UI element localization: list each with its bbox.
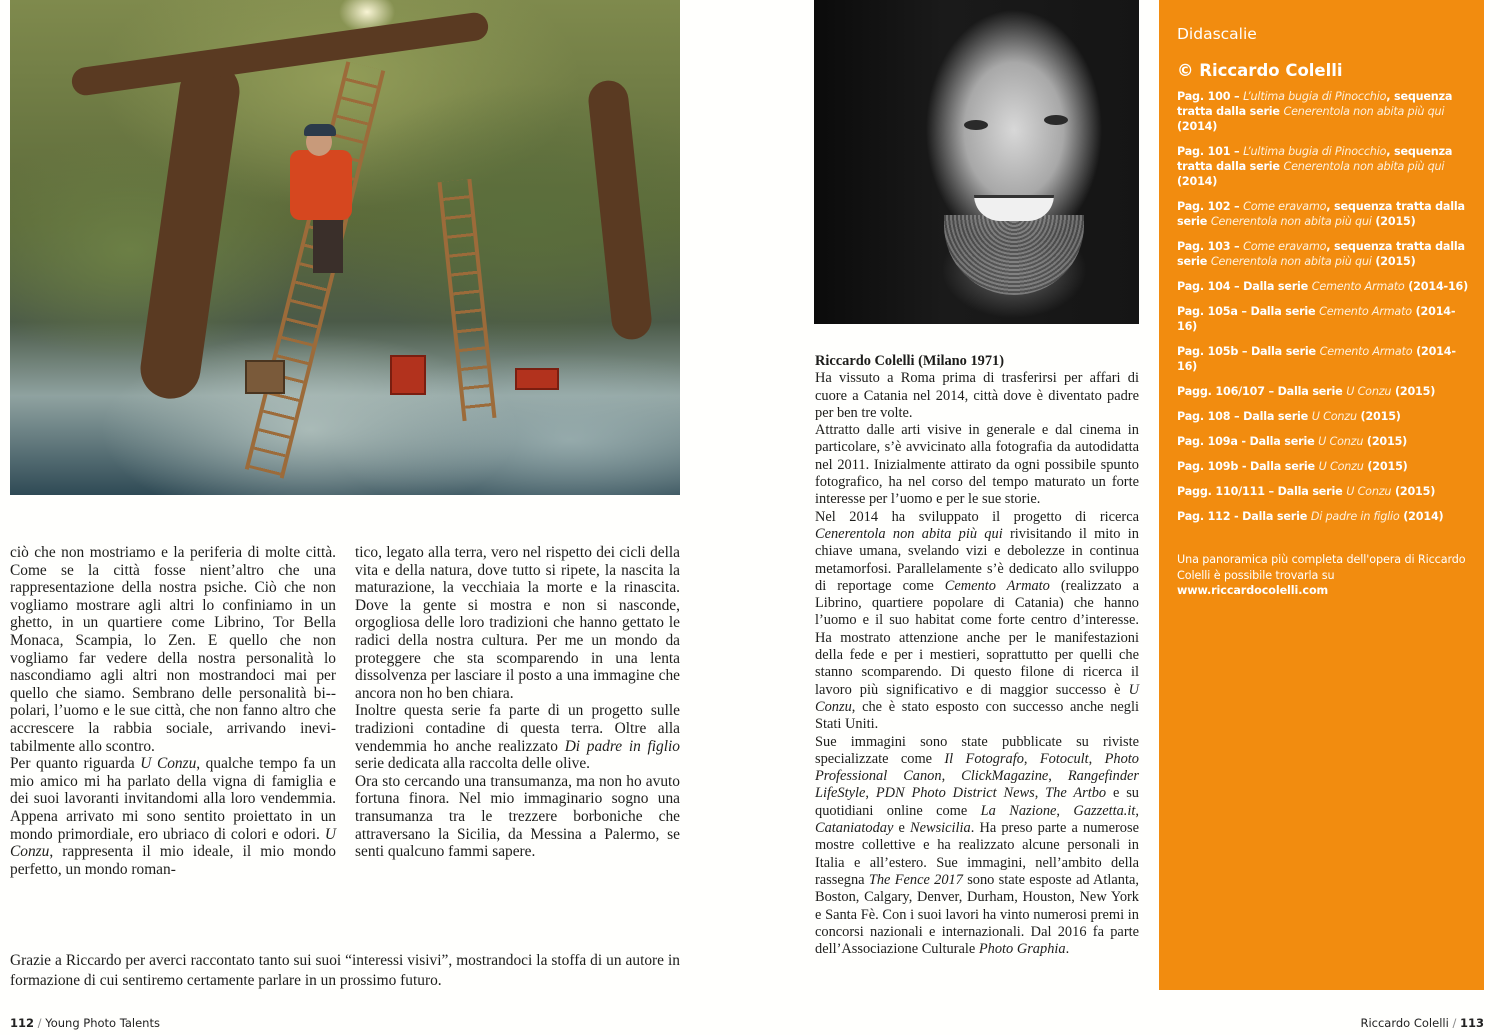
bio-paragraph (815, 509, 1139, 734)
text-run: (2014-16) (1177, 305, 1456, 333)
text-run: , (1034, 785, 1046, 802)
text-run: (realizzato a Librino, quartiere popolare di Catania) che hanno l’uomo e il suo habitat come forte centro d’interesse. Ha mostrato attenzione anche per le manifestazioni della fede e per i mestieri, soprattutto per quelli che stanno scomparendo. Di questo filone di ricerca il lavoro più significativo e di maggior successo è (815, 577, 1140, 698)
bio-title: Riccardo Colelli (Milano 1971) (815, 353, 1005, 369)
text-run: , (1135, 802, 1139, 819)
text-run: Nel 2014 ha sviluppato il progetto di ricerca (815, 508, 1139, 525)
italic-title: Di padre in figlio (564, 737, 680, 755)
text-run: Pag. 109a - Dalla serie (1177, 435, 1319, 448)
paragraph (10, 544, 336, 755)
italic-title: Cenerentola non abita più qui (1283, 105, 1445, 118)
note-text: Una panoramica più completa dell'opera di Riccardo Colelli è possibile trovarla su (1177, 553, 1466, 582)
italic-title: ClickMagazine (961, 768, 1049, 785)
caption-item (1177, 144, 1472, 189)
italic-title: U Conzu (1311, 410, 1357, 423)
caption-item (1177, 199, 1472, 229)
italic-title: U Conzu (1318, 460, 1364, 473)
text-run: Ora sto cercando una transumanza, ma non ho avuto fortuna finora. Nel mio immaginario sogno una transumanza tra le trezzere borboniche che attraversano la Sicilia, da Messina a Palermo, se senti qualcuno fammi sapere. (355, 772, 680, 861)
text-run: Pag. 103 – (1177, 240, 1244, 253)
caption-item (1177, 509, 1472, 524)
italic-title: La Nazione (980, 802, 1057, 819)
text-run: e su quotidiani online come (815, 785, 1139, 819)
text-run: Pag. 109b - Dalla serie (1177, 460, 1319, 473)
text-run: Per quanto riguarda (10, 755, 141, 773)
text-run: rivisitando il mito in chiave umana, svelando vizi e debolezze in continua metamorfosi. Parallelamente s’è dedicato allo sviluppo di reportage come (815, 525, 1139, 594)
text-run: . (1065, 941, 1070, 958)
italic-title: The Artbo (1045, 785, 1107, 802)
text-run: , qualche tempo fa un mio amico mi ha parlato della vigna di famiglia e dei suoi lavoranti invitandomi alla loro vendemmia. Appena arrivato mi sono sentito proiettato in un mondo primordiale, ero ubriaco di colori e odori. (10, 755, 336, 843)
separator: / (1452, 1016, 1457, 1030)
text-run: (2014) (1177, 120, 1218, 133)
text-run: Pag. 104 – Dalla serie (1177, 280, 1312, 293)
caption-item (1177, 384, 1472, 399)
portrait-eye (964, 120, 988, 130)
italic-title: U Conzu (1346, 385, 1392, 398)
author-name: Riccardo Colelli (1360, 1016, 1449, 1030)
italic-title: Cemento Armato (1319, 305, 1412, 318)
closing-paragraph: Grazie a Riccardo per averci raccontato tanto sui suoi “interessi visivi”, mostrandoci la stoffa di un autore in formazione di cui sentiremo certamente parlare in un prossimo futuro. (10, 952, 680, 989)
page-number: 112 (10, 1016, 35, 1030)
italic-title: PDN Photo District News (875, 785, 1035, 802)
text-run: , sequenza tratta dalla serie (1177, 90, 1453, 118)
text-run: sono state esposte ad Atlanta, Boston, Calgary, Denver, Durham, Houston, New York e Santa Fè. Con i suoi lavori ha vinto numerosi premi in concorsi nazionali e internazionali. Dal 2016 fa parte dell’Associazione Culturale (815, 871, 1139, 958)
red-crate (515, 368, 559, 390)
text-run: Pagg. 110/111 – Dalla serie (1177, 485, 1347, 498)
page-number: 113 (1459, 1016, 1484, 1030)
italic-title: The Fence 2017 (868, 871, 963, 888)
captions-heading: Didascalie (1177, 25, 1257, 43)
text-run: (2014-16) (1177, 345, 1456, 373)
text-run: Pag. 105b – Dalla serie (1177, 345, 1320, 358)
text-run: , sequenza tratta dalla serie (1177, 240, 1465, 268)
italic-title: Cemento Armato (1311, 280, 1405, 293)
caption-item (1177, 344, 1472, 374)
text-run: , (1088, 750, 1105, 767)
footer-left (10, 1016, 160, 1030)
crate (245, 360, 285, 394)
text-run: (2015) (1371, 255, 1416, 268)
text-run: serie dedicata alla raccolta delle olive. (355, 755, 591, 773)
italic-title: U Conzu (140, 755, 197, 773)
article-column-1 (10, 544, 336, 878)
text-run: , (1056, 802, 1074, 819)
italic-title: Come eravamo (1243, 240, 1327, 253)
text-run: (2015) (1363, 460, 1408, 473)
text-run: Inoltre questa serie fa parte di un progetto sulle tradizioni contadine di questa terra. Oltre alla vendemmia ho anche realizzato (355, 702, 680, 755)
captions-panel (1159, 0, 1484, 990)
captions-author: © Riccardo Colelli (1177, 61, 1343, 80)
text-run: Pag. 100 – (1177, 90, 1244, 103)
italic-title: Rangefinder LifeStyle (815, 768, 1139, 802)
bio-paragraph (815, 370, 1139, 422)
italic-title: Cataniatoday (815, 820, 894, 837)
text-run: Pag. 108 – Dalla serie (1177, 410, 1312, 423)
bio-paragraph (815, 734, 1139, 959)
separator: / (37, 1016, 42, 1030)
italic-title: Di padre in figlio (1310, 510, 1400, 523)
italic-title: U Conzu (1318, 435, 1364, 448)
text-run: , sequenza tratta dalla serie (1177, 200, 1465, 228)
text-run: (2015) (1391, 485, 1436, 498)
caption-item (1177, 434, 1472, 449)
artist-bio (815, 353, 1139, 958)
publication-name: Young Photo Talents (45, 1016, 160, 1030)
text-run: . Ha preso parte a numerose mostre collettive e ha realizzato alcune personali in Italia e all’estero. Sue immagini, nell’ambito della rassegna (815, 820, 1139, 888)
italic-title: Photo Professional Canon (815, 750, 1139, 785)
caption-item (1177, 484, 1472, 499)
paragraph (355, 544, 680, 702)
italic-title: L’ultima bugia di Pinocchio (1243, 145, 1387, 158)
text-run: Pag. 105a – Dalla serie (1177, 305, 1320, 318)
italic-title: Cenerentola non abita più qui (815, 525, 1003, 542)
caption-item (1177, 304, 1472, 334)
italic-title: L’ultima bugia di Pinocchio (1243, 90, 1387, 103)
paragraph (355, 702, 680, 772)
text-run: (2014-16) (1404, 280, 1469, 293)
captions-list (1177, 89, 1472, 524)
caption-item (1177, 459, 1472, 474)
paragraph (355, 773, 680, 861)
text-run: , (941, 768, 962, 785)
tree-trunk (137, 57, 244, 402)
website-link[interactable]: www.riccardocolelli.com (1177, 584, 1329, 597)
text-run: Ha vissuto a Roma prima di trasferirsi per affari di cuore a Catania nel 2014, città dove è diventato padre per ben tre volte. (815, 370, 1139, 421)
italic-title: U Conzu (815, 681, 1139, 715)
portrait-photo (814, 0, 1139, 324)
tree-trunk (587, 79, 654, 342)
text-run: Pag. 101 – (1177, 145, 1244, 158)
text-run: , che è stato esposto con successo anche negli Stati Uniti. (815, 698, 1139, 733)
portrait-eye (1044, 115, 1068, 125)
text-run: Sue immagini sono state pubblicate su riviste specializzate come (815, 733, 1139, 767)
text-run: Pag. 112 - Dalla serie (1177, 510, 1311, 523)
text-run: tico, legato alla terra, vero nel rispetto dei cicli della vita e della natura, dove tutto si ripete, la nascita la maturazione, la vecchiaia la morte e la rinascita. Dove la gente si mostra e non si nasconde, orgogliosa delle loro tradizioni che hanno gettato le radici della nostra cultura. Per me un mondo da proteggere che sta scomparendo in una lenta dissolvenza per lasciare il posto a una immagine che ancora non ho ben chiara. (355, 544, 680, 702)
caption-item (1177, 89, 1472, 134)
text-run: , (865, 785, 876, 802)
text-run: (2014) (1399, 510, 1444, 523)
italic-title: U Conzu (1346, 485, 1392, 498)
bio-paragraph (815, 422, 1139, 508)
italic-title: Cemento Armato (944, 577, 1050, 594)
text-run: (2014) (1177, 175, 1218, 188)
text-run: (2015) (1371, 215, 1416, 228)
text-run: Pag. 102 – (1177, 200, 1244, 213)
text-run: Pagg. 106/107 – Dalla serie (1177, 385, 1347, 398)
italic-title: Gazzetta.it (1073, 802, 1136, 819)
red-crate (390, 355, 426, 395)
caption-item (1177, 279, 1472, 294)
article-column-2 (355, 544, 680, 861)
portrait-beard (944, 215, 1084, 295)
text-run: (2015) (1363, 435, 1408, 448)
text-run: Attratto dalle arti visive in generale e dal cinema in particolare, s’è avvicinato alla fotografia da autodidatta nel 2011. Inizialmente attirato da ogni possibile spunto fotografico, ha nel corso del tempo maturato un forte interesse per l’uomo e per le sue storie. (815, 422, 1139, 508)
footer-right (1360, 1016, 1484, 1030)
ladder (438, 179, 497, 421)
italic-title: Il Fotografo (944, 750, 1024, 767)
man-cap (304, 124, 336, 136)
text-run: ciò che non mostriamo e la periferia di molte città. Come se la città fosse nient’altro che una rappresentazione della nostra psiche. Ciò che non vogliamo mostrare agli altri lo confiniamo in un ghetto, in un quartiere come Librino, Tor Bella Monaca, Scampia, lo Zen. E quello che non vogliamo far vedere della nostra personalità lo nascondiamo agli altri non mostrandoci mai per quello che siamo. Sembrano delle personalità bi-polari, l’uomo e le sue città, che non fanno altro che accrescere la rabbia sociale, arrivando inevitabilmente allo scontro. (10, 544, 336, 755)
italic-title: Photo Graphia (978, 941, 1066, 958)
captions-note (1177, 552, 1472, 599)
caption-item (1177, 239, 1472, 269)
text-run: , rappresenta il mio ideale, il mio mondo perfetto, un mondo roman- (10, 843, 336, 878)
tree-branch (70, 11, 490, 97)
italic-title: Fotocult (1039, 750, 1089, 767)
text-run: , sequenza tratta dalla serie (1177, 145, 1453, 173)
text-run: , (1023, 750, 1040, 767)
italic-title: U Conzu (10, 825, 336, 861)
man-red-jacket (290, 150, 352, 220)
paragraph (10, 755, 336, 878)
caption-item (1177, 409, 1472, 424)
italic-title: Cenerentola non abita più qui (1210, 255, 1372, 268)
text-run: (2015) (1356, 410, 1401, 423)
olive-harvest-photo (10, 0, 680, 495)
italic-title: Come eravamo (1243, 200, 1327, 213)
italic-title: Cenerentola non abita più qui (1283, 160, 1445, 173)
italic-title: Newsicilia (909, 820, 971, 837)
italic-title: Cemento Armato (1319, 345, 1413, 358)
italic-title: Cenerentola non abita più qui (1210, 215, 1372, 228)
text-run: , (1048, 768, 1068, 785)
text-run: (2015) (1391, 385, 1436, 398)
text-run: e (893, 820, 910, 837)
